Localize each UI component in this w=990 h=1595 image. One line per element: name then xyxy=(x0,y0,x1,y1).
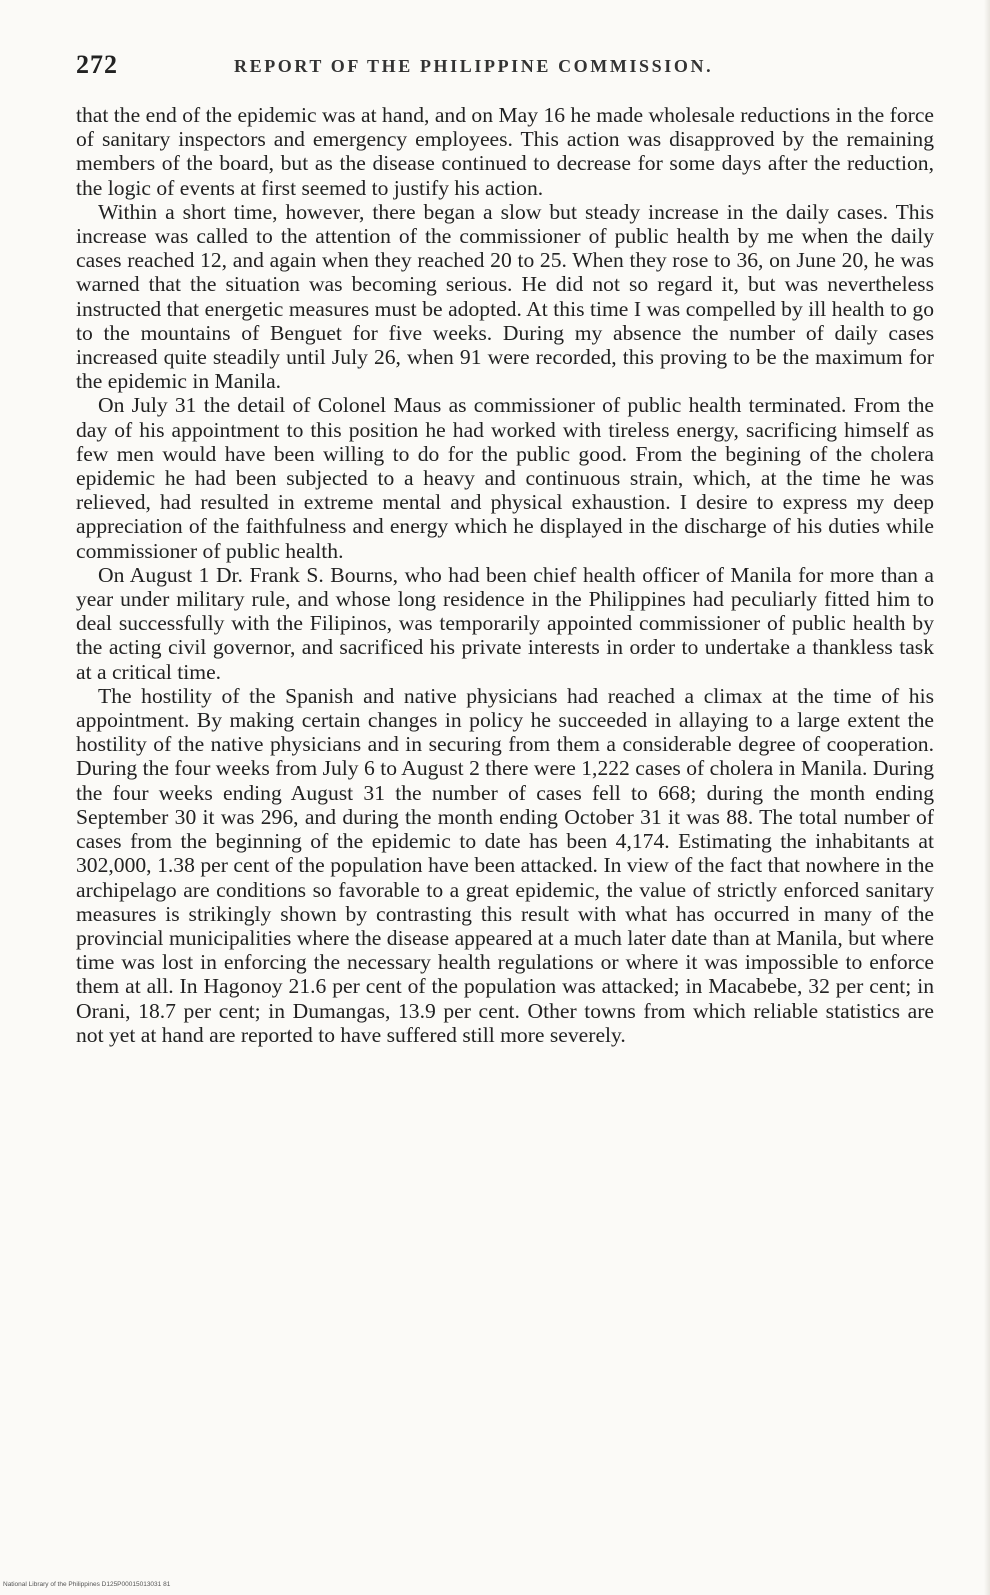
paragraph: Within a short time, however, there began a slow but steady increase in the daily cases. This increase was called to the attention of the commissioner of public health by me when the daily cases reached 12, and again when they reached 20 to 25. When they rose to 36, on June 20, he was warned that the situation was becoming serious. He did not so regard it, but was nevertheless instructed that energetic measures must be adopted. At this time I was compelled by ill health to go to the mountains of Benguet for five weeks. During my absence the number of daily cases increased quite steadily until July 26, when 91 were recorded, this proving to be the maximum for the epidemic in Manila. xyxy=(76,199,934,394)
page-number: 272 xyxy=(76,50,118,79)
paragraph: On August 1 Dr. Frank S. Bourns, who had been chief health officer of Manila for more than a year under military rule, and whose long residence in the Philippines had peculiarly fitted him to deal successfully with the Filipinos, was temporarily appointed commissioner of public health by the acting civil governor, and sacrificed his private interests in order to undertake a thankless task at a critical time. xyxy=(76,562,934,684)
body-text xyxy=(76,103,934,1047)
page-header xyxy=(76,50,934,82)
paragraph: On July 31 the detail of Colonel Maus as commissioner of public health terminated. From the day of his appointment to this position he had worked with tireless energy, sacrificing himself as few men would have been willing to do for the public good. From the begining of the cholera epidemic he had been subjected to a heavy and continuous strain, which, at the time he was relieved, had resulted in extreme mental and physical exhaustion. I desire to express my deep appreciation of the faithfulness and energy which he displayed in the discharge of his duties while commissioner of public health. xyxy=(76,393,934,563)
running-title: REPORT OF THE PHILIPPINE COMMISSION. xyxy=(234,56,714,76)
page-edge-shadow xyxy=(984,0,990,1595)
paragraph-continued: that the end of the epidemic was at hand, and on May 16 he made wholesale reductions in the force of sanitary inspectors and emergency employees. This action was disapproved by the remaining members of the board, but as the disease continued to decrease for some days after the reduction, the logic of events at first seemed to justify his action. xyxy=(76,103,934,200)
paragraph: The hostility of the Spanish and native physicians had reached a climax at the time of his appointment. By making certain changes in policy he succeeded in allaying to a large extent the hostility of the native physicians and in securing from them a considerable degree of cooperation. During the four weeks from July 6 to August 2 there were 1,222 cases of cholera in Manila. During the four weeks ending August 31 the number of cases fell to 668; during the month ending September 30 it was 296, and during the month ending October 31 it was 88. The total number of cases from the beginning of the epidemic to date has been 4,174. Estimating the inhabitants at 302,000, 1.38 per cent of the population have been attacked. In view of the fact that nowhere in the archipelago are conditions so favorable to a great epidemic, the value of strictly enforced sanitary measures is strikingly shown by contrasting this result with what has occurred in many of the provincial municipalities where the disease appeared at a much later date than at Manila, but where time was lost in enforcing the necessary health regulations or where it was impossible to enforce them at all. In Hagonoy 21.6 per cent of the population was attacked; in Macabebe, 32 per cent; in Orani, 18.7 per cent; in Dumangas, 13.9 per cent. Other towns from which reliable statistics are not yet at hand are reported to have suffered still more severely. xyxy=(76,683,934,1047)
scan-footer-stamp: National Library of the Philippines D125P00015013031 81 xyxy=(3,1581,171,1588)
